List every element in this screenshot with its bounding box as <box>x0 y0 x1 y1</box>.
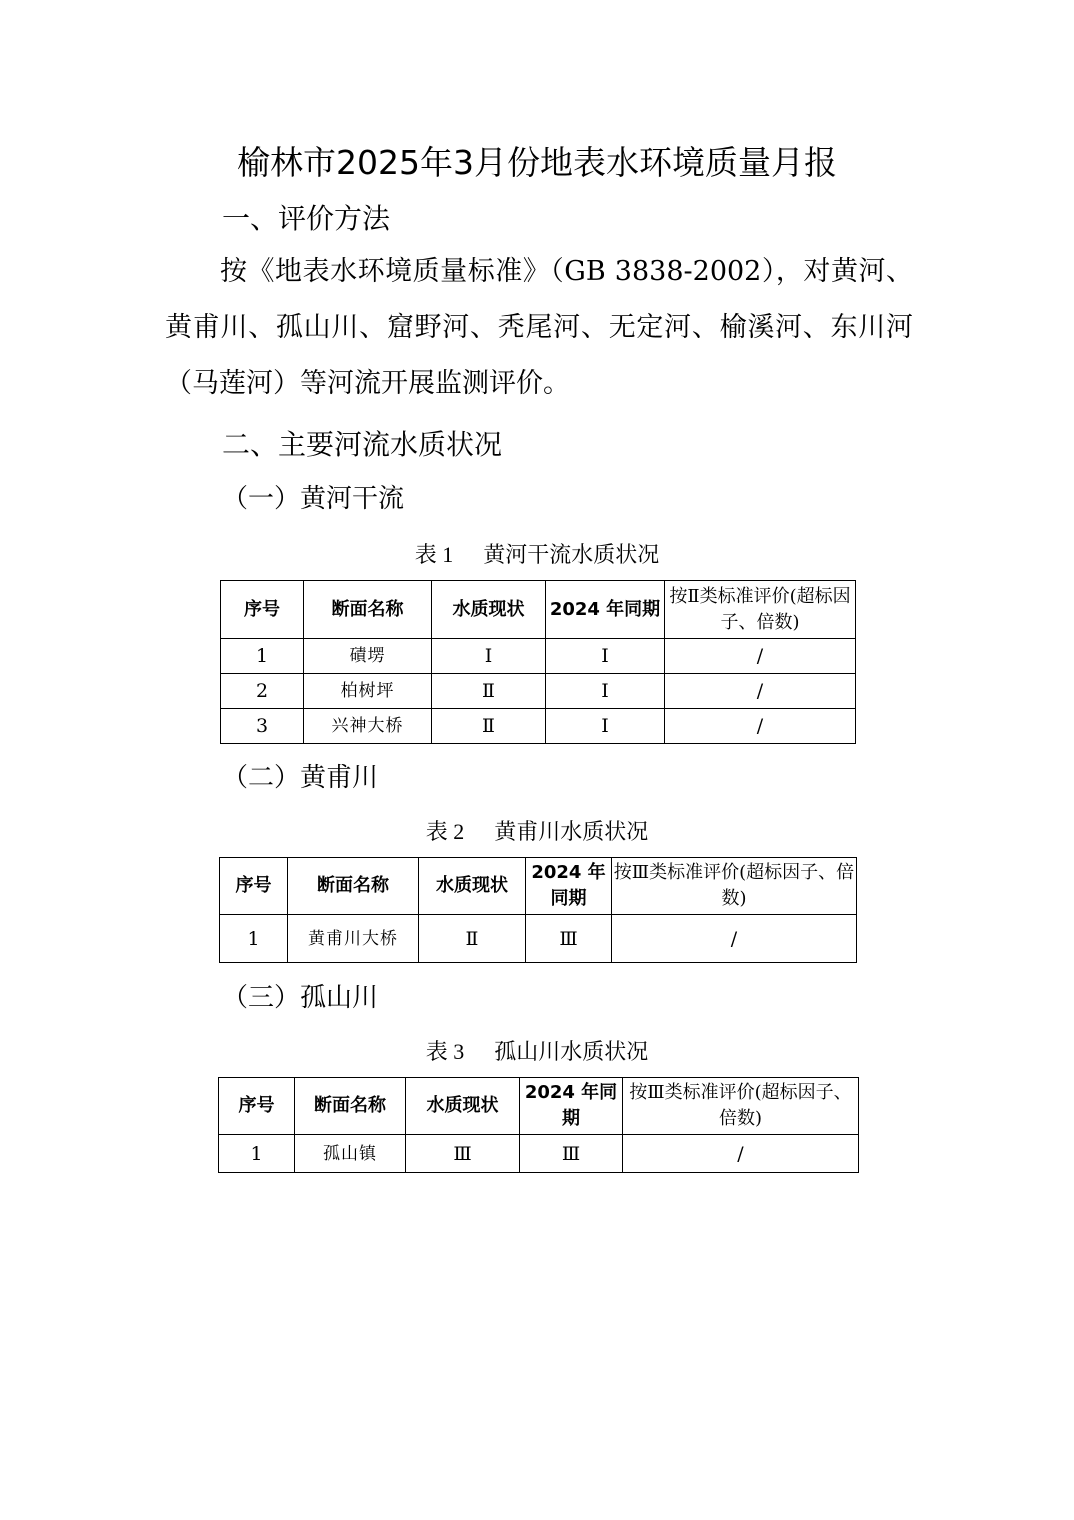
table-row <box>219 1135 859 1173</box>
table-caption-title: 孤山川水质状况 <box>494 1040 649 1065</box>
table-row <box>221 639 856 674</box>
cell-evaluation: / <box>612 915 857 963</box>
cell-serial: 1 <box>221 639 304 674</box>
header-evaluation: 按Ⅲ类标准评价(超标因子、倍数) <box>612 858 857 915</box>
header-current-quality: 水质现状 <box>432 581 546 639</box>
cell-section-name: 磧塄 <box>304 639 432 674</box>
cell-same-period-2024: Ⅲ <box>526 915 612 963</box>
cell-serial: 1 <box>219 1135 295 1173</box>
section-heading-evaluation-method: 一、评价方法 <box>222 202 391 235</box>
table-header-row <box>221 581 856 639</box>
subheading-huangfu-river: （二）黄甫川 <box>222 763 379 793</box>
table-caption-title: 黄甫川水质状况 <box>494 820 649 845</box>
evaluation-method-paragraph: 按《地表水环境质量标准》（GB 3838-2002），对黄河、黄甫川、孤山川、窟野河、秃尾河、无定河、榆溪河、东川河（马莲河）等河流开展监测评价。 <box>165 256 913 399</box>
water-quality-table-1 <box>220 580 856 744</box>
cell-current-quality: Ⅱ <box>419 915 526 963</box>
table-caption <box>0 815 1074 846</box>
cell-section-name: 黄甫川大桥 <box>288 915 419 963</box>
header-section-name: 断面名称 <box>288 858 419 915</box>
cell-same-period-2024: Ⅰ <box>546 674 665 709</box>
table-caption <box>0 538 1074 569</box>
header-same-period-2024: 2024 年同期 <box>520 1078 623 1135</box>
table-header-row <box>220 858 857 915</box>
cell-serial: 1 <box>220 915 288 963</box>
table-header-row <box>219 1078 859 1135</box>
subheading-gushan-river: （三）孤山川 <box>222 983 379 1013</box>
cell-same-period-2024: Ⅰ <box>546 639 665 674</box>
header-evaluation: 按Ⅱ类标准评价(超标因子、倍数) <box>665 581 856 639</box>
header-same-period-2024: 2024 年同期 <box>546 581 665 639</box>
cell-section-name: 孤山镇 <box>295 1135 406 1173</box>
cell-current-quality: Ⅰ <box>432 639 546 674</box>
header-serial: 序号 <box>219 1078 295 1135</box>
subheading-yellow-river: （一）黄河干流 <box>222 484 405 514</box>
cell-section-name: 兴神大桥 <box>304 709 432 744</box>
table-caption-title: 黄河干流水质状况 <box>483 543 660 568</box>
table-caption-number: 表 1 <box>414 542 454 567</box>
water-quality-table-2 <box>219 857 857 963</box>
cell-evaluation: / <box>623 1135 859 1173</box>
table-caption <box>0 1035 1074 1066</box>
table-caption-number: 表 3 <box>425 1039 465 1064</box>
table-caption-number: 表 2 <box>425 819 465 844</box>
table-row <box>220 915 857 963</box>
cell-section-name: 柏树坪 <box>304 674 432 709</box>
cell-evaluation: / <box>665 639 856 674</box>
cell-current-quality: Ⅲ <box>406 1135 520 1173</box>
cell-same-period-2024: Ⅲ <box>520 1135 623 1173</box>
header-serial: 序号 <box>221 581 304 639</box>
header-same-period-2024: 2024 年同期 <box>526 858 612 915</box>
page-title: 榆林市2025年3月份地表水环境质量月报 <box>237 143 837 182</box>
header-current-quality: 水质现状 <box>406 1078 520 1135</box>
header-section-name: 断面名称 <box>295 1078 406 1135</box>
cell-serial: 3 <box>221 709 304 744</box>
cell-evaluation: / <box>665 709 856 744</box>
cell-same-period-2024: Ⅰ <box>546 709 665 744</box>
cell-serial: 2 <box>221 674 304 709</box>
header-section-name: 断面名称 <box>304 581 432 639</box>
water-quality-table-3 <box>218 1077 859 1173</box>
cell-current-quality: Ⅱ <box>432 709 546 744</box>
header-evaluation: 按Ⅲ类标准评价(超标因子、倍数) <box>623 1078 859 1135</box>
cell-current-quality: Ⅱ <box>432 674 546 709</box>
header-serial: 序号 <box>220 858 288 915</box>
table-row <box>221 709 856 744</box>
header-current-quality: 水质现状 <box>419 858 526 915</box>
cell-evaluation: / <box>665 674 856 709</box>
table-row <box>221 674 856 709</box>
section-heading-river-quality: 二、主要河流水质状况 <box>222 428 503 461</box>
